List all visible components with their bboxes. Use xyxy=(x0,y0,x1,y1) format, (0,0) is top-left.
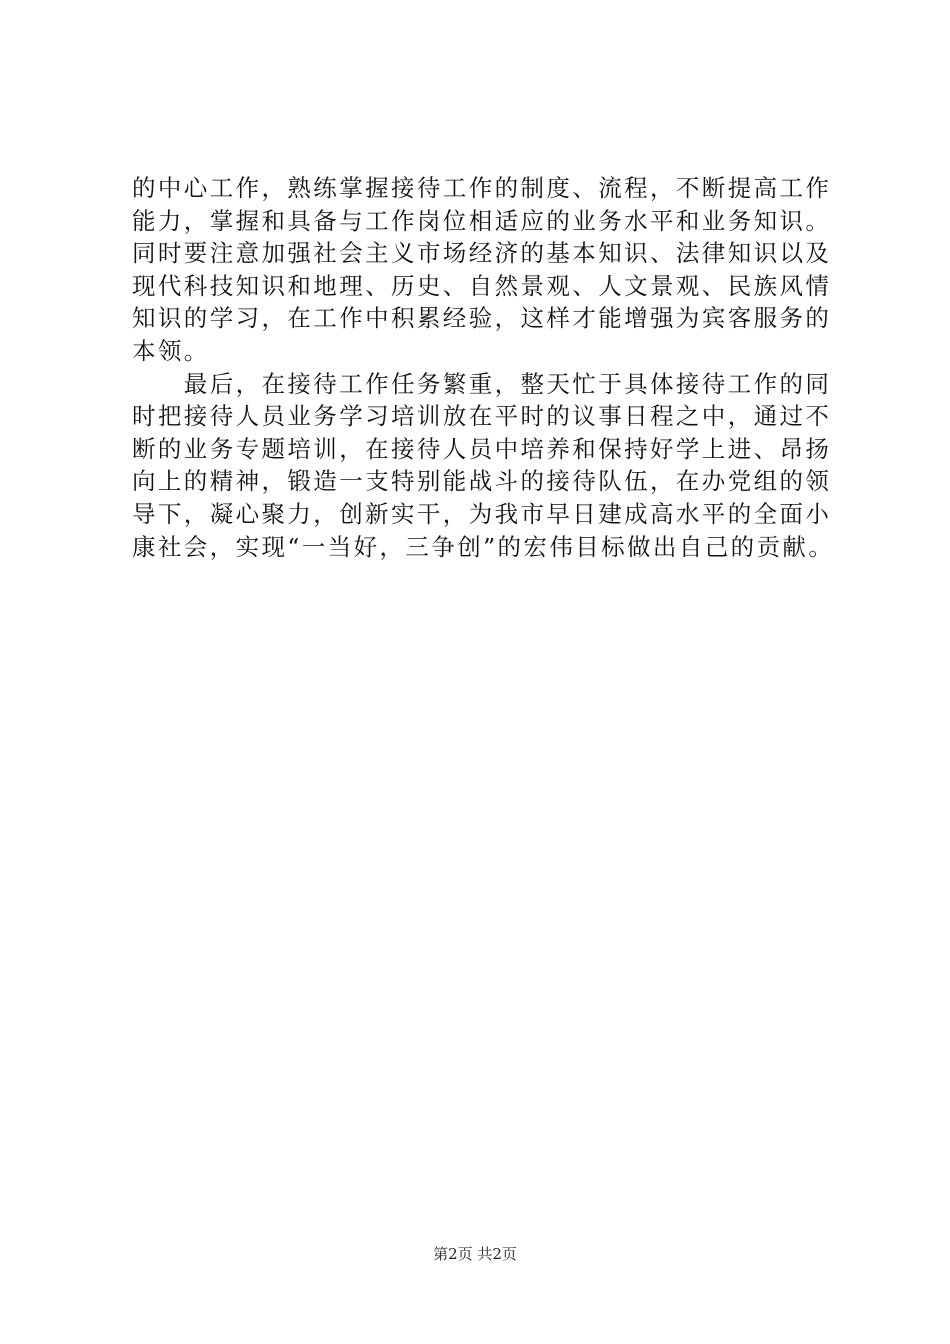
page-indicator: 第2页 共2页 xyxy=(433,1245,517,1263)
text-line: 现代科技知识和地理、历史、自然景观、人文景观、民族风情 xyxy=(132,271,832,300)
text-line: 时把接待人员业务学习培训放在平时的议事日程之中，通过不 xyxy=(132,402,832,431)
text-line: 向上的精神，锻造一支特别能战斗的接待队伍，在办党组的领 xyxy=(132,467,832,496)
text-line: 最后，在接待工作任务繁重，整天忙于具体接待工作的同 xyxy=(132,369,832,398)
document-body xyxy=(132,172,872,563)
text-line: 能力，掌握和具备与工作岗位相适应的业务水平和业务知识。 xyxy=(132,206,832,235)
text-line: 同时要注意加强社会主义市场经济的基本知识、法律知识以及 xyxy=(132,239,832,268)
text-line: 的中心工作，熟练掌握接待工作的制度、流程，不断提高工作 xyxy=(132,174,832,202)
text-line: 康社会，实现“一当好，三争创”的宏伟目标做出自己的贡献。 xyxy=(132,532,835,561)
page-footer xyxy=(0,1244,950,1264)
text-line: 本领。 xyxy=(132,336,210,365)
text-line: 导下，凝心聚力，创新实干，为我市早日建成高水平的全面小 xyxy=(132,499,832,528)
text-line: 知识的学习，在工作中积累经验，这样才能增强为宾客服务的 xyxy=(132,304,832,333)
text-line: 断的业务专题培训，在接待人员中培养和保持好学上进、昂扬 xyxy=(132,434,832,463)
